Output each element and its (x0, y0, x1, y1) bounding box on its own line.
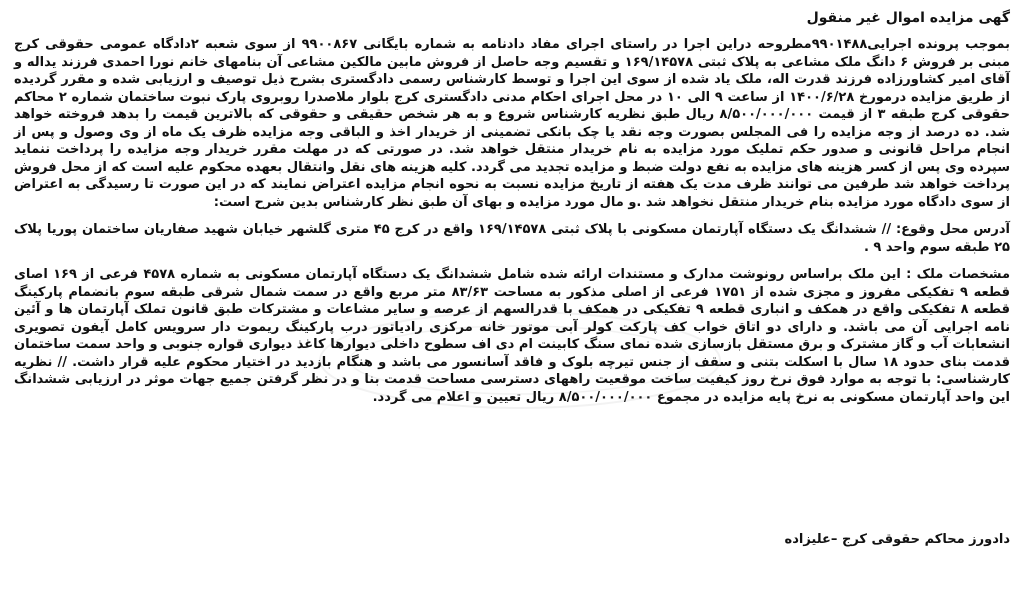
property-specifications-paragraph: مشخصات ملک : این ملک براساس رونوشت مدارک و مستندات ارائه شده شامل ششدانگ یک دستگاه آپارتمان مسکونی به شماره ۴۵۷۸ فرعی از ۱۶۹ اصای قطعه ۹ تفکیکی مفروز و مجزی شده از ۱۷۵۱ فرعی از اصلی مذکور به مساحت ۸۳/۶۳ متر مربع واقع در سمت شمال شرقی طبقه سوم بانضمام پارکینگ قطعه ۸ تفکیکی واقع در همکف و انباری قطعه ۹ تفکیکی در همکف با قدرالسهم از عرصه و سایر مشاعات و مشترکات طبق قانون تملک آپارتمان ها و آئین نامه اجرایی آن می باشد. و دارای دو اتاق خواب کف پارکت کولر آبی موتور خانه مرکزی رادیاتور درب پارکینگ ریموت دار سرویس کامل آیفون تصویری انشعابات آب و گاز مشترک و برق مستقل بازسازی شده نمای سنگ کابینت ام دی اف سطوح داخلی دیوارها کاغذ دیواری قواره جنوبی و واحد سمت ساختمان قدمت بنای حدود ۱۸ سال با اسکلت بتنی و سقف از جنس تیرچه بلوک و فاقد آسانسور می باشد و هنگام بازدید در اختیار محکوم علیه قرار داشت. // نظریه کارشناسی: با توجه به موارد فوق نرخ روز کیفیت ساخت موقعیت راههای دسترسی مساحت قدمت بنا و در نظر گرفتن جمیع جهات موثر در ارزیابی ششدانگ این واحد آپارتمان مسکونی به نرخ پایه مزایده در مجموع ۸/۵۰۰/۰۰۰/۰۰۰ ریال تعیین و اعلام می گردد. (14, 267, 1010, 405)
document-title: گهی مزایده اموال غیر منقول (806, 10, 1010, 26)
auction-terms-paragraph: بموجب پرونده اجرایی۹۹۰۱۴۸۸مطروحه دراین اجرا در راستای اجرای مفاد دادنامه به شماره بایگانی ۹۹۰۰۸۶۷ از سوی شعبه ۲دادگاه عمومی حقوقی کرج مبنی بر فروش ۶ دانگ ملک مشاعی به پلاک ثبتی ۱۶۹/۱۴۵۷۸ و تقسیم وجه حاصل از فروش مابین مالکین مشاعی آن بنامهای خانم نورا احمدی فرزند یداله و آقای امیر کشاورزاده فرزند قدرت اله، ملک یاد شده از سوی این اجرا و توسط کارشناس رسمی دادگستری بشرح ذیل توصیف و ارزیابی شده و مقرر گردیده از طریق مزایده درمورخ ۱۴۰۰/۶/۲۸ از ساعت ۹ الی ۱۰ در محل اجرای احکام مدنی دادگستری کرج بلوار ملاصدرا روبروی پارک نبوت ساختمان شماره ۲ محاکم حقوقی کرج طبقه ۳ از قیمت ۸/۵۰۰/۰۰۰/۰۰۰ ریال طبق نظریه کارشناس شروع و به هر شخص حقیقی و حقوقی که بالاترین قیمت را بدهد فروخته خواهد شد. ده درصد از وجه مزایده را فی المجلس بصورت وجه نقد یا چک بانکی تضمینی از خریدار اخذ و الباقی وجه مزایده ظرف یک ماه از وی وصول و پس از انجام مراحل قانونی و صدور حکم تملیک مورد مزایده به نام خریدار منتقل خواهد شد. در صورتی که در مهلت مقرر خریدار وجه مزایده را پرداخت ننماید سپرده وی پس از کسر هزینه های مزایده به نفع دولت ضبط و مزایده تجدید می گردد. کلیه هزینه های نقل وانتقال بعهده محکوم علیه است که از محل فروش پرداخت خواهد شد طرفین می توانند ظرف مدت یک هفته از تاریخ مزایده نسبت به نحوه انجام مزایده اعتراض نمایند که در این صورت تا رسیدگی به اعتراض از سوی دادگاه مورد مزایده بنام خریدار منتقل نخواهد شد .و مال مورد مزایده و بهای آن طبق نظر کارشناس بدین شرح است: (14, 37, 1010, 210)
property-address-paragraph: آدرس محل وقوع: // ششدانگ یک دستگاه آپارتمان مسکونی با پلاک ثبتی ۱۶۹/۱۴۵۷۸ واقع در کرج ۴۵ متری گلشهر خیابان شهید صفاریان ساختمان پوریا پلاک ۲۵ طبقه سوم واحد ۹ . (14, 222, 1010, 255)
signature-line: دادورز محاکم حقوقی کرج –علیزاده (784, 532, 1010, 547)
